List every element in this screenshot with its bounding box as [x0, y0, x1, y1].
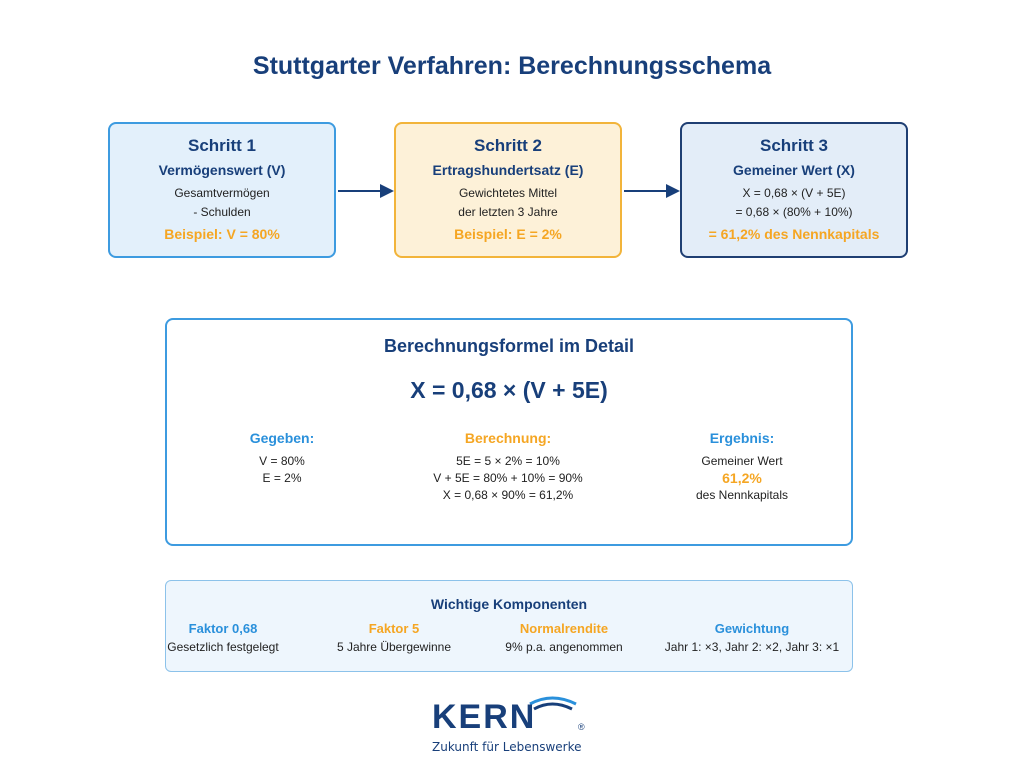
component-heading: Gewichtung: [714, 621, 790, 636]
logo-tagline: Zukunft für Lebenswerke: [432, 740, 582, 754]
step-3-number: Schritt 3: [759, 136, 829, 155]
calculation-column: [398, 430, 618, 504]
step-2-box: [394, 122, 622, 258]
main-formula: X = 0,68 × (V + 5E): [410, 377, 608, 403]
step-2-line-2: der letzten 3 Jahre: [458, 205, 558, 219]
step-1-example: Beispiel: V = 80%: [164, 226, 280, 242]
step-3-line-2: = 0,68 × (80% + 10%): [735, 205, 853, 219]
logo-registered-mark: ®: [578, 722, 585, 732]
given-heading: Gegeben:: [249, 430, 315, 446]
result-value: 61,2%: [722, 470, 762, 486]
calculation-line: 5E = 5 × 2% = 10%: [456, 454, 560, 468]
arrow-step-1-to-2: [338, 181, 394, 201]
formula-detail-box: [165, 318, 853, 546]
result-heading: Ergebnis:: [709, 430, 775, 446]
given-line: V = 80%: [259, 454, 305, 468]
step-3-example: = 61,2% des Nennkapitals: [708, 226, 880, 242]
component-item: [652, 621, 852, 654]
component-heading: Normalrendite: [519, 621, 609, 636]
result-unit: des Nennkapitals: [695, 488, 789, 502]
page-title: Stuttgarter Verfahren: Berechnungsschema: [252, 52, 772, 80]
components-box: [165, 580, 853, 672]
component-heading: Faktor 5: [368, 621, 420, 636]
kern-logo: [430, 690, 600, 760]
component-heading: Faktor 0,68: [188, 621, 258, 636]
result-label: Gemeiner Wert: [701, 454, 783, 468]
step-3-line-1: X = 0,68 × (V + 5E): [742, 186, 846, 200]
step-1-box: [108, 122, 336, 258]
step-1-line-1: Gesamtvermögen: [174, 186, 270, 200]
step-1-name: Vermögenswert (V): [158, 162, 286, 178]
given-column: [172, 430, 392, 487]
step-2-number: Schritt 2: [473, 136, 543, 155]
component-item: [138, 621, 308, 654]
result-column: [652, 430, 832, 504]
component-item: [479, 621, 649, 654]
component-text: 9% p.a. angenommen: [505, 640, 623, 654]
calculation-line: V + 5E = 80% + 10% = 90%: [433, 471, 583, 485]
given-line: E = 2%: [262, 471, 302, 485]
components-title: Wichtige Komponenten: [430, 596, 588, 612]
step-3-name: Gemeiner Wert (X): [733, 162, 855, 178]
calculation-heading: Berechnung:: [464, 430, 552, 446]
step-2-example: Beispiel: E = 2%: [454, 226, 562, 242]
logo-wordmark: KERN: [432, 698, 537, 736]
component-text: Jahr 1: ×3, Jahr 2: ×2, Jahr 3: ×1: [664, 640, 840, 654]
step-1-line-2: - Schulden: [193, 205, 251, 219]
component-text: 5 Jahre Übergewinne: [336, 640, 452, 654]
step-2-name: Ertragshundertsatz (E): [432, 162, 584, 178]
step-1-number: Schritt 1: [187, 136, 257, 155]
step-3-box: [680, 122, 908, 258]
step-2-line-1: Gewichtetes Mittel: [458, 186, 558, 200]
component-text: Gesetzlich festgelegt: [167, 640, 279, 654]
arrow-step-2-to-3: [624, 181, 680, 201]
detail-title: Berechnungsformel im Detail: [383, 336, 635, 356]
component-item: [309, 621, 479, 654]
calculation-line: X = 0,68 × 90% = 61,2%: [442, 488, 574, 502]
